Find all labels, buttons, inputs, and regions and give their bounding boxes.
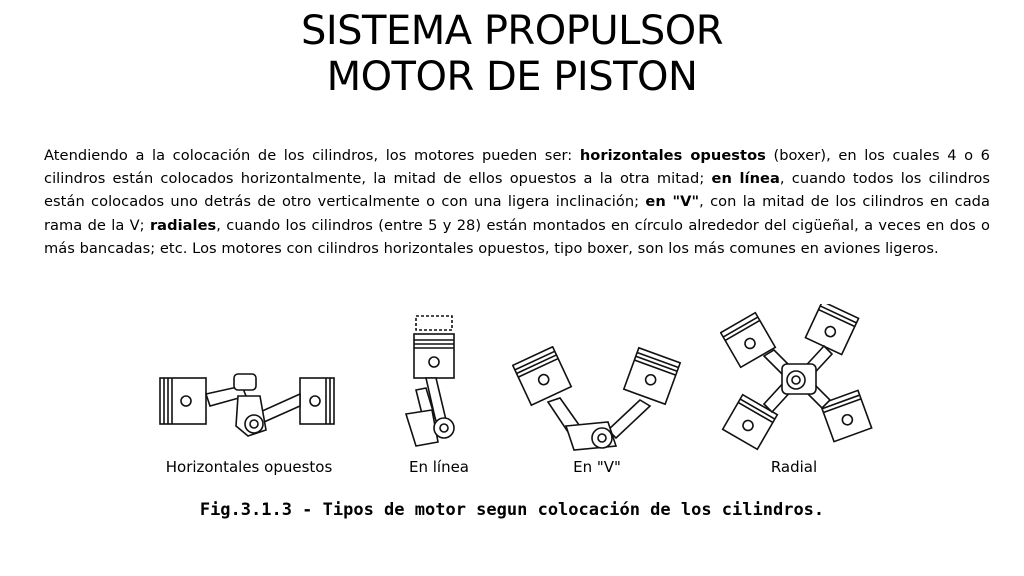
description-paragraph xyxy=(44,144,990,261)
title-line-1: SISTEMA PROPULSOR xyxy=(300,8,724,54)
text-segment: , con la mitad de los cilindros en cada rama de la V; xyxy=(44,193,990,234)
label-en-v: En "V" xyxy=(573,458,621,476)
radial-engine-illustration xyxy=(720,304,880,454)
title-line-2: MOTOR DE PISTON xyxy=(326,54,698,100)
inline-engine-illustration xyxy=(402,314,482,454)
text-segment: , cuando todos los cilindros están colocados uno detrás de otro verticalmente o con una ligera inclinación; xyxy=(44,170,990,211)
term-en-v: en "V" xyxy=(645,193,700,211)
figure-caption: Fig.3.1.3 - Tipos de motor segun colocación de los cilindros. xyxy=(199,500,825,520)
label-horizontales-opuestos: Horizontales opuestos xyxy=(165,458,333,476)
term-en-linea: en línea xyxy=(711,170,780,187)
slide-title xyxy=(0,8,1024,100)
label-en-linea: En línea xyxy=(408,458,469,476)
term-radiales: radiales xyxy=(149,216,217,234)
text-segment: (boxer), en los cuales 4 o 6 cilindros están colocados horizontalmente, la mitad de ellos opuestos a la otra mitad; xyxy=(44,146,990,187)
text-segment: Atendiendo a la colocación de los cilindros, los motores pueden ser: xyxy=(44,146,580,164)
term-horizontales-opuestos: horizontales opuestos xyxy=(579,146,766,164)
v-engine-illustration xyxy=(512,346,692,456)
horizontal-opposed-engine-illustration xyxy=(150,366,340,456)
label-radial: Radial xyxy=(770,458,818,476)
text-segment: , cuando los cilindros (entre 5 y 28) están montados en círculo alrededor del cigüeñal, a veces en dos o más bancadas; etc. Los motores con cilindros horizontales opuestos, tipo boxer, son los más comunes en aviones ligeros. xyxy=(44,216,991,258)
